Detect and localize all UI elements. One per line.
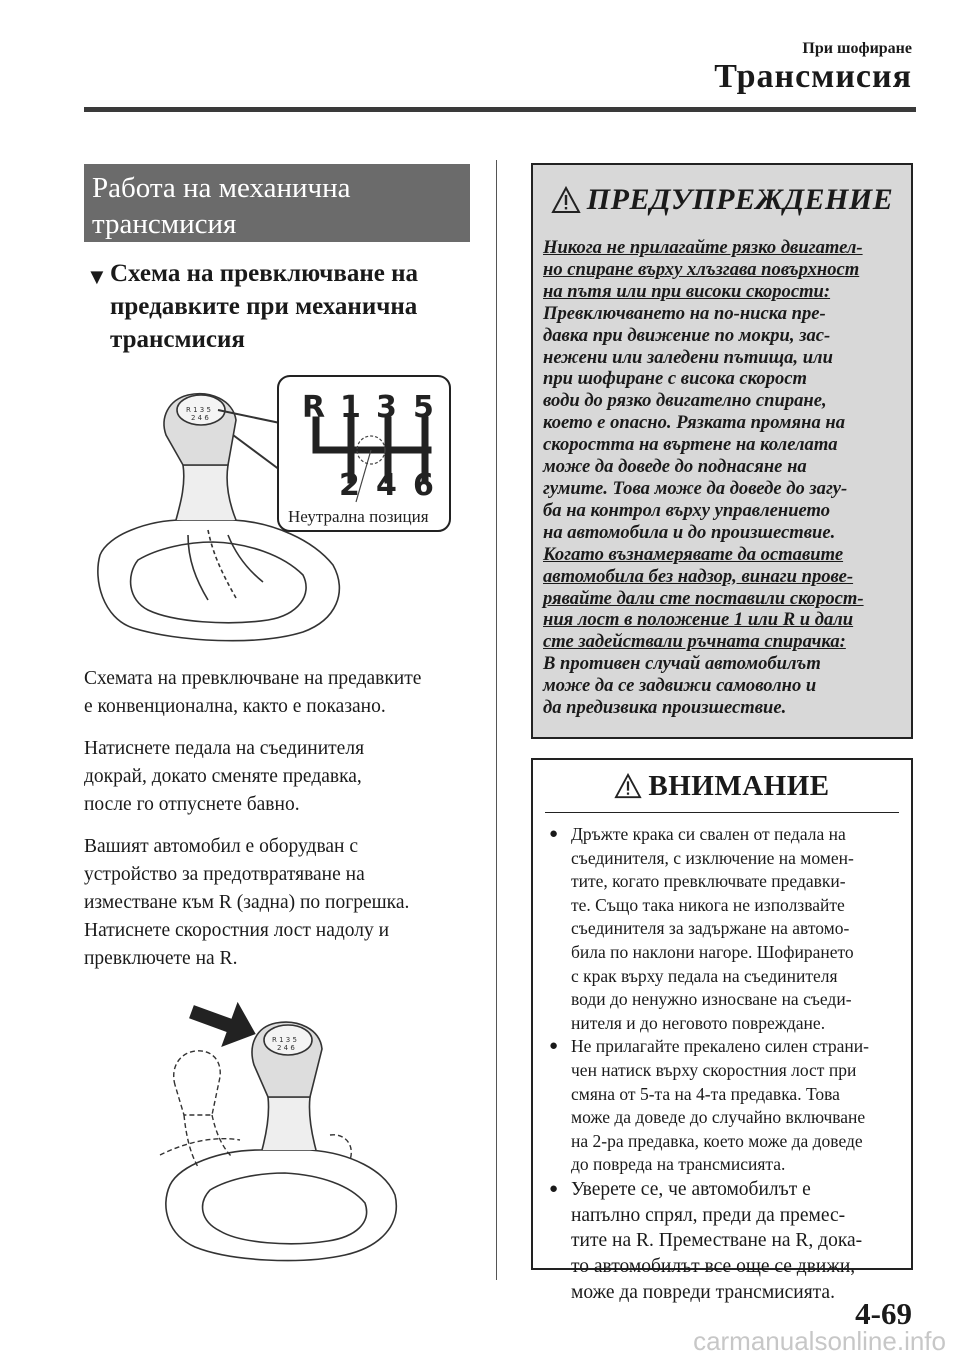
caution-bullet-line: Не прилагайте прекалено силен страни- <box>571 1036 869 1057</box>
paragraph-3 <box>84 833 484 973</box>
gear-label-R: R <box>302 390 326 425</box>
paragraph-2-line-3: после го отпуснете бавно. <box>84 794 300 815</box>
triangle-marker-icon: ▼ <box>86 264 108 289</box>
warning-line: което е опасно. Рязката промяна на <box>543 412 846 434</box>
caution-bullet-line: Дръжте крака си свален от педала на <box>571 824 846 844</box>
caution-bullet-line: води до ненужно износване на съеди- <box>571 989 852 1010</box>
warning-line: рявайте дали сте поставили скорост- <box>543 587 864 609</box>
footer-watermark: carmanualsonline.info <box>693 1326 946 1356</box>
gear-label-2: 2 <box>339 468 360 503</box>
warning-line: сте задействали ръчната спирачка: <box>543 631 846 653</box>
header-rule <box>84 107 916 112</box>
warning-line: нежени или заледени пътища, или <box>543 346 833 368</box>
warning-line: но спиране върху хлъзгава повърхност <box>543 258 860 280</box>
warning-line: скоростта на въртене на колелата <box>543 434 838 456</box>
gear-label-1: 1 <box>340 390 361 425</box>
caution-bullet-line: напълно спрял, преди да премес- <box>571 1204 846 1226</box>
subheading-line-1: Схема на превключване на <box>110 260 419 287</box>
header-title: Трансмисия <box>714 58 912 95</box>
caution-header <box>533 760 911 812</box>
caution-bullet-line: съединителя, с изключение на момен- <box>571 847 854 868</box>
svg-text:2 4 6: 2 4 6 <box>191 414 209 422</box>
warning-line: Никога не прилагайте рязко двигател- <box>543 237 863 258</box>
warning-triangle-icon <box>551 186 581 214</box>
warning-box <box>531 163 913 739</box>
paragraph-3-line-5: превключете на R. <box>84 948 238 969</box>
bullet-icon: ● <box>549 1180 559 1197</box>
caution-bullet-line: тите, когато превключвате предавки- <box>571 871 846 892</box>
caution-bullet-item <box>547 1177 899 1306</box>
paragraph-1-line-2: е конвенционална, както е показано. <box>84 696 386 717</box>
reverse-shift-figure <box>150 985 410 1265</box>
paragraph-2-line-2: докрай, докато сменяте предавка, <box>84 766 362 787</box>
column-divider <box>496 160 497 1280</box>
warning-line: може да се задвижи самоволно и <box>543 675 817 697</box>
warning-line: В противен случай автомобилът <box>543 653 821 675</box>
caution-bullet-line: смяна от 5-та на 4-та предавка. Това <box>571 1083 840 1104</box>
section-title-line2: трансмисия <box>92 208 237 240</box>
caution-box <box>531 758 913 1303</box>
warning-line: гумите. Това може да доведе до загу- <box>543 477 848 499</box>
paragraph-3-line-2: устройство за предотвратяване на <box>84 864 365 885</box>
paragraph-2-line-1: Натиснете педала на съединителя <box>84 738 365 759</box>
caution-bullet-line: то автомобилът все още се движи, <box>571 1256 856 1278</box>
paragraph-3-line-4: Натиснете скоростния лост надолу и <box>84 920 390 941</box>
gear-label-3: 3 <box>376 390 397 425</box>
warning-line: ния лост в положение 1 или R и дали <box>543 609 854 631</box>
caution-bullet-line: може да повреди трансмисията. <box>571 1281 835 1303</box>
subheading-line-3: трансмисия <box>110 326 245 353</box>
caution-bullet-line: на 2-ра предавка, което може да доведе <box>571 1130 863 1151</box>
section-title-box <box>84 164 470 242</box>
warning-line: ба на контрол върху управлението <box>543 499 831 521</box>
section-title-line1: Работа на механична <box>92 172 351 204</box>
caution-text <box>533 813 911 1305</box>
caution-bullet-line: нителя и до неговото повреждане. <box>571 1012 826 1033</box>
paragraph-3-line-1: Вашият автомобил е оборудван с <box>84 836 359 857</box>
subheading-line-2: предавките при механична <box>110 293 418 320</box>
warning-line: на автомобила и до произшествие. <box>543 521 836 543</box>
svg-text:2 4 6: 2 4 6 <box>277 1044 295 1052</box>
caution-bullet-item <box>547 823 899 1035</box>
caution-bullet-line: съединителя за задържане на автомо- <box>571 918 850 939</box>
warning-text <box>533 235 911 719</box>
caution-bullet-line: може да доведе до случайно включване <box>571 1107 866 1128</box>
caution-bullet-line: тите на R. Преместване на R, дока- <box>571 1230 863 1252</box>
warning-line: да предизвика произшествие. <box>543 697 787 719</box>
gear-label-6: 6 <box>413 468 434 503</box>
caution-bullet-line: те. Също така никога не използвайте <box>571 894 845 915</box>
svg-text:R 1 3 5: R 1 3 5 <box>186 406 211 414</box>
paragraph-1-line-1: Схемата на превключване на предавките <box>84 668 422 689</box>
paragraph-1 <box>84 665 484 721</box>
caution-bullet-line: била по наклони нагоре. Шофирането <box>571 941 854 962</box>
warning-line: автомобила без надзор, винаги прове- <box>543 565 854 587</box>
warning-line: води до рязко двигателно спиране, <box>543 390 827 412</box>
caution-bullet-line: Уверете се, че автомобилът е <box>571 1178 811 1200</box>
subheading <box>86 257 476 356</box>
warning-line: при шофиране с висока скорост <box>543 368 807 390</box>
gear-label-5: 5 <box>413 390 434 425</box>
caution-bullet-line: чен натиск върху скоростния лост при <box>571 1059 857 1080</box>
warning-label: ПРЕДУПРЕЖДЕНИЕ <box>586 183 894 216</box>
warning-line: може да доведе до поднасяне на <box>543 456 807 478</box>
warning-line: Когато възнамерявате да оставите <box>543 543 844 565</box>
caution-label: ВНИМАНИЕ <box>648 769 830 802</box>
caution-bullet-item <box>547 1035 899 1177</box>
gear-label-4: 4 <box>376 468 397 503</box>
warning-header <box>533 165 911 235</box>
shift-pattern-figure <box>88 370 458 645</box>
warning-line: Превключването на по-ниска пре- <box>543 302 826 324</box>
header-subtitle: При шофиране <box>802 40 912 57</box>
warning-line: на пътя или при високи скорости: <box>543 280 831 302</box>
neutral-position-label: Неутрална позиция <box>288 507 429 526</box>
page-number: 4-69 <box>855 1296 912 1331</box>
bullet-icon: ● <box>549 826 559 842</box>
svg-text:R 1 3 5: R 1 3 5 <box>272 1036 297 1044</box>
caution-bullet-line: с крак върху педала на съединителя <box>571 965 838 986</box>
warning-line: давка при движение по мокри, зас- <box>543 324 831 346</box>
caution-bullet-line: до повреда на трансмисията. <box>571 1154 786 1175</box>
paragraph-3-line-3: изместване към R (задна) по погрешка. <box>84 892 410 913</box>
paragraph-2 <box>84 735 484 819</box>
bullet-icon: ● <box>549 1038 559 1055</box>
caution-triangle-icon <box>614 773 642 799</box>
